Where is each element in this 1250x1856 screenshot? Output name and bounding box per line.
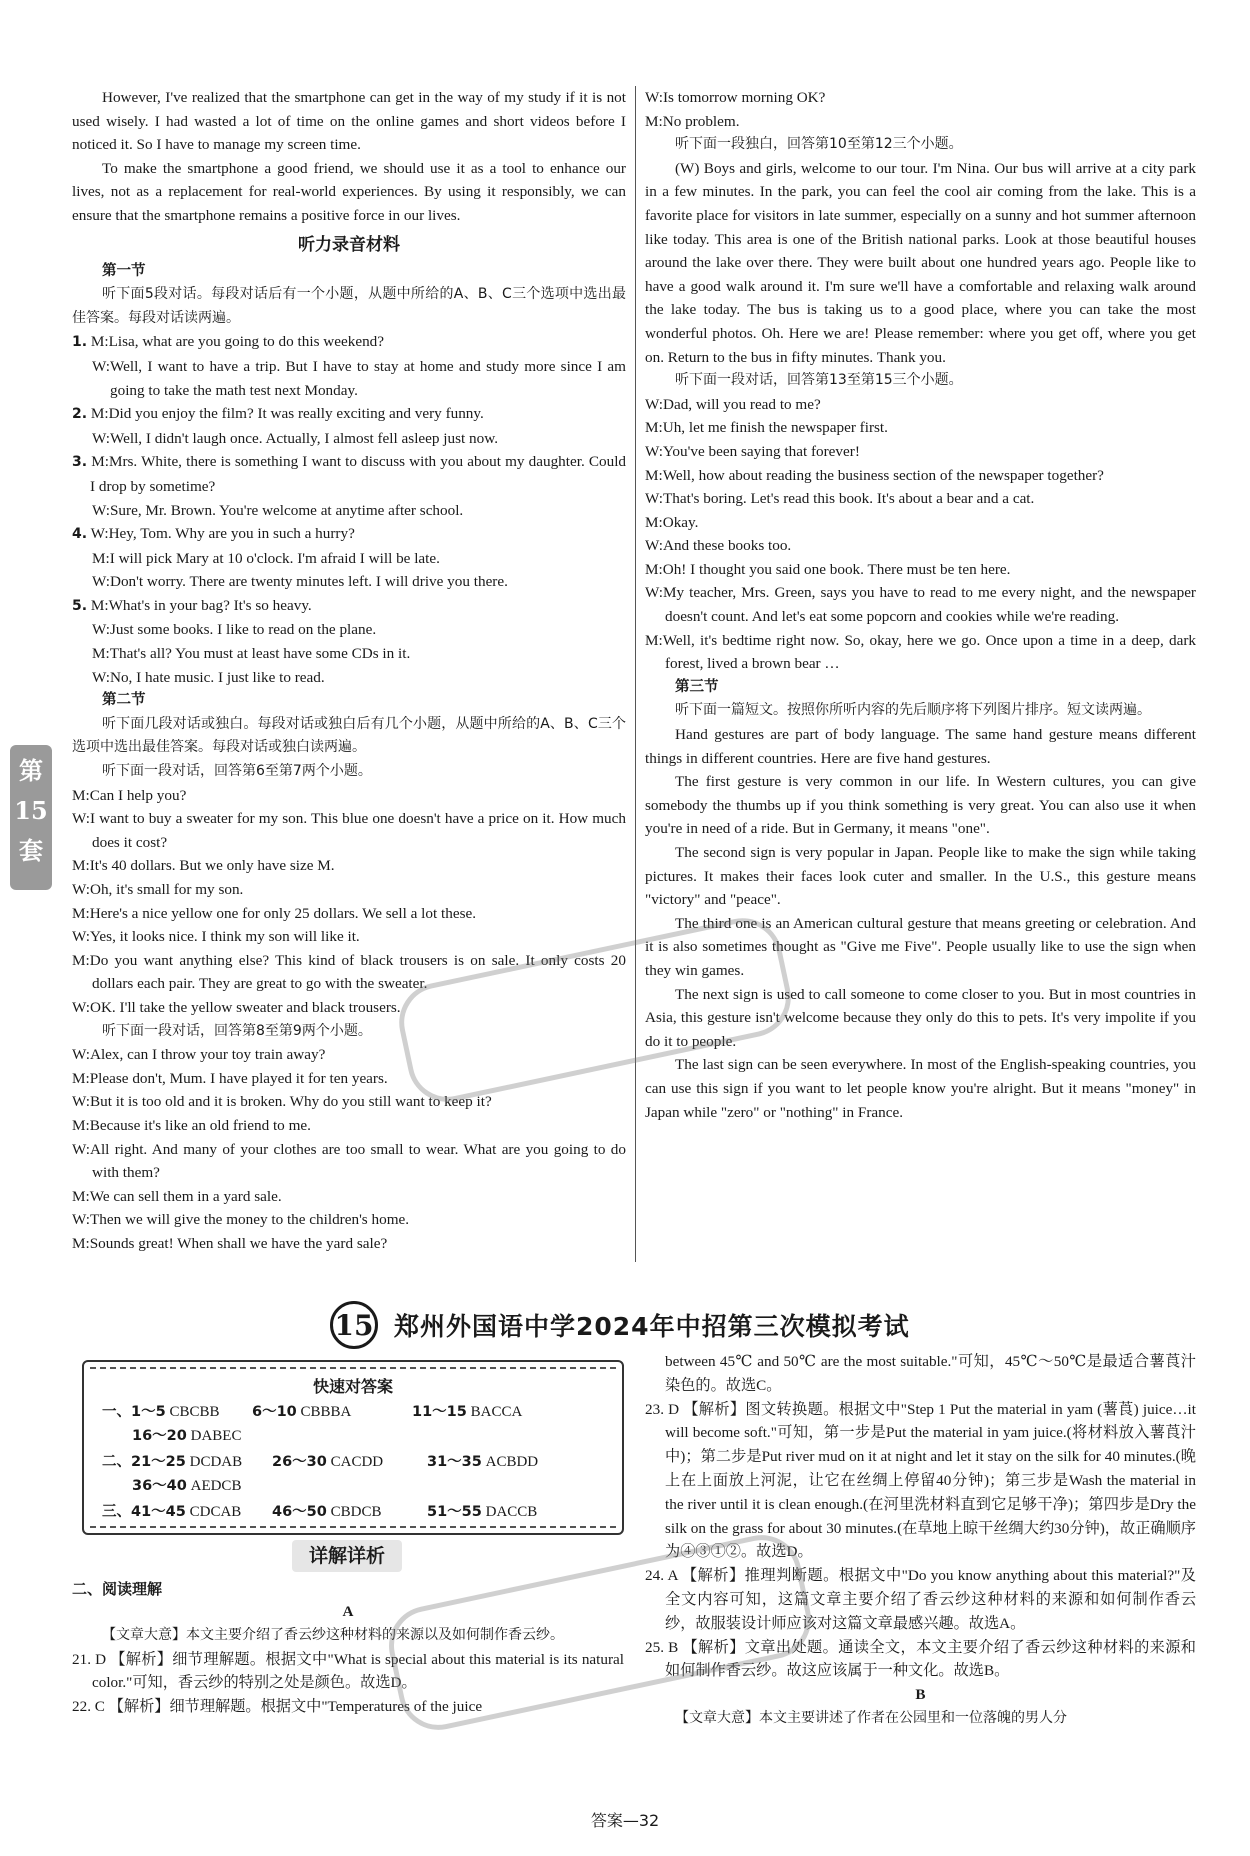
box-border-decoration [90, 1526, 616, 1528]
page-footer: 答案—32 [590, 1811, 660, 1830]
dialogue-line: M:Well, it's bedtime right now. So, okay, here we go. Once upon a time in a deep, dark forest, lived a brown bear … [645, 631, 1196, 673]
explanation-item: between 45℃ and 50℃ are the most suitable."可知，45℃～50℃是最适合薯莨汁染色的。故选C。 [665, 1353, 1196, 1394]
passage-paragraph: The next sign is used to call someone to come closer to you. But in most countries in Asia, this gesture isn't welcome because they only do this to pets. It's very impolite if you do it to people. [645, 985, 1196, 1050]
answer-letters: CBBBA [300, 1404, 352, 1420]
answer-range: 6～10 [252, 1404, 297, 1420]
answer-range: 51～55 [427, 1504, 482, 1520]
quick-answer-title: 快速对答案 [312, 1377, 393, 1396]
answer-letters: DACCB [485, 1504, 538, 1520]
answer-row [132, 1424, 241, 1445]
conversation-3 [645, 393, 1196, 676]
passage-paragraph: The first gesture is very common in our life. In Western cultures, you can give somebody the thumbs up if you think something is very great. You can also use it when you're in need of a ride. But in Germany, it means "one". [645, 773, 1196, 838]
passage-paragraph: The third one is an American cultural gesture that means greeting or celebration. And it is also sometimes thought as "Give me Five". People usually like to use the sign when they win games. [645, 914, 1196, 979]
dialogue-line: W:Sure, Mr. Brown. You're welcome at anytime after school. [92, 501, 464, 519]
dialogue-line: M:It's 40 dollars. But we only have size M. [72, 857, 335, 875]
passage-paragraph: The last sign can be seen everywhere. In most of the English-speaking countries, you can use this sign if you want to let people know you're alright. But it means "money" in Japan while "zero" or "nothing" in France. [645, 1056, 1196, 1121]
dialogue-4 [72, 522, 626, 594]
passage-letter: A [342, 1603, 354, 1620]
dialogue-2 [72, 402, 626, 450]
exam-number-badge: 15 [330, 1301, 378, 1349]
answer-letters: CDCAB [189, 1504, 242, 1520]
detail-analysis-title: 详解详析 [292, 1540, 402, 1572]
answer-range: 26～30 [272, 1454, 327, 1470]
part-instructions: 听下面几段对话或独白。每段对话或独白后有几个小题，从题中所给的A、B、C三个选项中选出最佳答案。每段对话或独白读两遍。 [72, 715, 626, 756]
dialogue-line: W:Don't worry. There are twenty minutes left. I will drive you there. [92, 573, 508, 591]
dialogue-line: M:Because it's like an old friend to me. [72, 1116, 311, 1134]
passage-paragraph: The second sign is very popular in Japan. People like to make the sign while taking pictures. It makes their faces look cuter and smaller. In the U.S., this gesture means "victory" and "peace". [645, 844, 1196, 909]
dialogue-3 [72, 450, 626, 522]
dialogue-line: W:But it is too old and it is broken. Why do you still want to keep it? [72, 1093, 492, 1111]
conversation-intro: 听下面一段对话，回答第6至第7两个小题。 [102, 763, 372, 780]
box-border-decoration [90, 1367, 616, 1369]
dialogue-line: W:Hey, Tom. Why are you in such a hurry? [90, 525, 355, 543]
dialogue-line: M:Here's a nice yellow one for only 25 dollars. We sell a lot these. [72, 904, 477, 922]
answer-letters: CBCBB [169, 1404, 220, 1420]
exam-title: 郑州外国语中学2024年中招第三次模拟考试 [394, 1312, 910, 1341]
set-number-tab [10, 745, 52, 890]
tab-bottom: 套 [19, 837, 43, 865]
answer-letters: DCDAB [189, 1454, 243, 1470]
answer-range: 11～15 [412, 1404, 467, 1420]
dialogue-line: M:Sounds great! When shall we have the yard sale? [72, 1234, 388, 1252]
quick-answer-box [82, 1360, 624, 1535]
dialogue-1 [72, 330, 626, 402]
dialogue-line: M:Uh, let me finish the newspaper first. [645, 419, 888, 437]
passage-paragraph: Hand gestures are part of body language. The same hand gesture means different things in different countries. Here are five hand gestures. [645, 726, 1196, 767]
dialogue-line: M:Oh! I thought you said one book. There must be ten here. [645, 560, 1011, 578]
dialogue-line: W:OK. I'll take the yellow sweater and black trousers. [72, 998, 401, 1016]
essay-paragraph: To make the smartphone a good friend, we should use it as a tool to enhance our lives, not as a replacement for real-world experiences. By using it responsibly, we can ensure that the smartphone remains a positive force in our lives. [72, 159, 626, 224]
explanation-item: 21. D 【解析】细节理解题。根据文中"What is special about this material is its natural color."可知，香云纱的特别之处是颜色。故选D。 [72, 1650, 624, 1692]
monologue-text: (W) Boys and girls, welcome to our tour. I'm Nina. Our bus will arrive at a city park in a few minutes. In the park, you can feel the cool air coming from the lake. This is a favorite place for visitors in late summer, especially on a sunny and hot summer afternoon like today. This area is one of the British national parks. Look at those beautiful houses around the lake over there. They were built about one hundred years ago. People like to have a good walk around it. I'm sure we'll have a comfortable and relaxing walk around the lake today. The bus is taking us to a good place, where you can take the most wonderful photos. Oh. Here we are! Please remember: where you get off, where you get on. Return to the bus in fifty minutes. Thank you. [645, 159, 1196, 366]
dialogue-line: W:You've been saying that forever! [645, 442, 860, 460]
dialogue-line: M:We can sell them in a yard sale. [72, 1187, 282, 1205]
dialogue-number: 4. [72, 526, 88, 543]
dialogue-line: W:Then we will give the money to the children's home. [72, 1211, 410, 1229]
part-label: 第二节 [102, 692, 146, 709]
tab-top: 第 [19, 757, 43, 785]
article-summary: 【文章大意】本文主要讲述了作者在公园里和一位落魄的男人分 [675, 1709, 1067, 1726]
dialogue-line: W:Alex, can I throw your toy train away? [72, 1046, 326, 1064]
answer-range: 36～40 [132, 1478, 187, 1494]
answer-letters: ACBDD [485, 1454, 539, 1470]
answer-range: 46～50 [272, 1504, 327, 1520]
dialogue-line: M:Please don't, Mum. I have played it for ten years. [72, 1069, 388, 1087]
dialogue-number: 2. [72, 406, 88, 423]
article-summary: 【文章大意】本文主要介绍了香云纱这种材料的来源以及如何制作香云纱。 [102, 1626, 564, 1643]
dialogue-line: M:Lisa, what are you going to do this weekend? [90, 333, 384, 351]
listening-section-title: 听力录音材料 [298, 234, 400, 255]
column-divider [635, 86, 636, 1262]
conversation-intro: 听下面一段对话，回答第13至第15三个小题。 [675, 372, 963, 389]
answer-letters: CBDCB [330, 1504, 382, 1520]
dialogue-5 [72, 594, 626, 689]
answer-letters: CACDD [330, 1454, 384, 1470]
part-label: 第三节 [675, 678, 719, 695]
essay-paragraph: However, I've realized that the smartphone can get in the way of my study if it is not used wisely. I had wasted a lot of time on the online games and short videos before I noticed it. So I have to manage my screen time. [72, 89, 626, 154]
answer-row [102, 1500, 537, 1521]
reading-section-label: 二、阅读理解 [72, 1580, 163, 1598]
explanation-item: 24. A 【解析】推理判断题。根据文中"Do you know anything about this material?"及全文内容可知，这篇文章主要介绍了香云纱这种材料的来源和如何制作香云纱，故服装设计师应该对这篇文章最感兴趣。故选A。 [645, 1567, 1196, 1632]
answer-letters: BACCA [470, 1404, 523, 1420]
dialogue-line: W:Yes, it looks nice. I think my son will like it. [72, 928, 360, 946]
explanation-item: 22. C 【解析】细节理解题。根据文中"Temperatures of the juice [72, 1698, 483, 1716]
answer-range: 二、21～25 [102, 1454, 186, 1470]
tab-num: 15 [14, 796, 48, 825]
answer-row [102, 1400, 522, 1421]
dialogue-line: M:That's all? You must at least have some CDs in it. [92, 645, 411, 663]
dialogue-line: W:I want to buy a sweater for my son. This blue one doesn't have a price on it. How much does it cost? [72, 810, 626, 851]
dialogue-line: W:Well, I want to have a trip. But I have to stay at home and study more since I am going to take the math test next Monday. [92, 357, 626, 399]
dialogue-line: W:Oh, it's small for my son. [72, 881, 244, 898]
dialogue-number: 3. [72, 454, 88, 471]
answer-row [132, 1474, 241, 1495]
dialogue-number: 1. [72, 334, 88, 351]
dialogue-line: W:And these books too. [645, 537, 792, 555]
part-instructions: 听下面5段对话。每段对话后有一个小题，从题中所给的A、B、C三个选项中选出最佳答案。每段对话读两遍。 [72, 286, 626, 326]
answer-letters: DABEC [190, 1428, 242, 1444]
dialogue-line: W:All right. And many of your clothes are too small to wear. What are you going to do with them? [72, 1140, 626, 1182]
dialogue-line: W:Is tomorrow morning OK? [645, 89, 826, 106]
answer-row [102, 1450, 538, 1471]
passage-letter: B [915, 1686, 926, 1704]
dialogue-line: M:Did you enjoy the film? It was really exciting and very funny. [90, 405, 484, 423]
dialogue-line: M:Do you want anything else? This kind of black trousers is on sale. It only costs 20 dollars each pair. They are great to go with the sweater. [72, 951, 626, 993]
part-instructions: 听下面一篇短文。按照你所听内容的先后顺序将下列图片排序。短文读两遍。 [675, 702, 1151, 719]
dialogue-line: W:Dad, will you read to me? [645, 395, 821, 413]
explanation-item: 23. D 【解析】图文转换题。根据文中"Step 1 Put the material in yam (薯莨) juice…it will become soft."可知，第一步是Put the material in yam juice.(将材料放入薯莨汁中)；第二步是Put river mud on it at night and let it stay on the silk for 40 minutes.(晚上在上面放上河泥，让它在丝绸上停留40分钟)；第三步是Wash the material in the river until it is clean enough.(在河里洗材料直到它足够干净)；第四步是Dry the silk on the grass for about 30 minutes.(在草地上晾干丝绸大约30分钟)，故正确顺序为④③①②。故选D。 [645, 1400, 1196, 1561]
conversation-intro: 听下面一段对话，回答第8至第9两个小题。 [102, 1022, 372, 1039]
dialogue-line: M:What's in your bag? It's so heavy. [90, 596, 312, 614]
dialogue-line: W:That's boring. Let's read this book. It's about a bear and a cat. [645, 490, 1035, 508]
dialogue-line: W:No, I hate music. I just like to read. [92, 668, 325, 686]
dialogue-line: M:No problem. [645, 112, 740, 130]
monologue-intro: 听下面一段独白，回答第10至第12三个小题。 [675, 136, 963, 153]
answer-range: 一、1～5 [102, 1404, 166, 1420]
answer-range: 31～35 [427, 1454, 482, 1470]
dialogue-line: M:Can I help you? [72, 786, 187, 804]
answer-range: 三、41～45 [102, 1504, 186, 1520]
exam-heading [330, 1300, 910, 1350]
dialogue-line: W:My teacher, Mrs. Green, says you have to read to me every night, and the newspaper doesn't count. And let's eat some popcorn and cookies while we're reading. [645, 584, 1196, 626]
answer-letters: AEDCB [190, 1478, 242, 1494]
dialogue-line: M:Mrs. White, there is something I want to discuss with you about my daughter. Could I drop by sometime? [90, 453, 627, 495]
dialogue-line: W:Just some books. I like to read on the plane. [92, 621, 377, 639]
part-label: 第一节 [102, 262, 146, 279]
dialogue-line: M:I will pick Mary at 10 o'clock. I'm afraid I will be late. [92, 549, 440, 567]
dialogue-line: W:Well, I didn't laugh once. Actually, I almost fell asleep just now. [92, 429, 498, 447]
dialogue-line: M:Okay. [645, 513, 699, 531]
dialogue-line: M:Well, how about reading the business section of the newspaper together? [645, 466, 1104, 484]
explanation-item: 25. B 【解析】文章出处题。通读全文，本文主要介绍了香云纱这种材料的来源和如何制作香云纱。故这应该属于一种文化。故选B。 [645, 1638, 1196, 1680]
dialogue-number: 5. [72, 597, 88, 614]
answer-range: 16～20 [132, 1428, 187, 1444]
